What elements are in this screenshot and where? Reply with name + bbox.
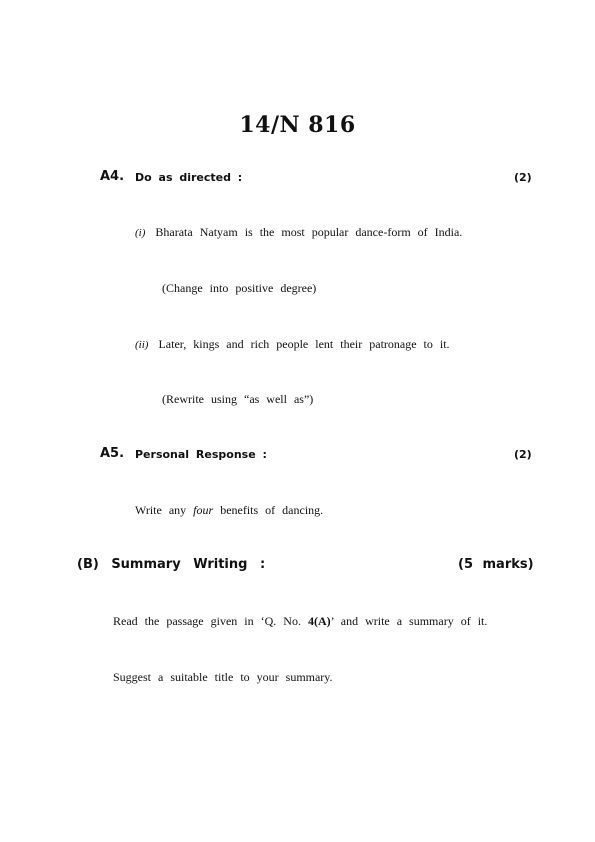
section-b-marks: (5 marks)	[458, 557, 534, 572]
a4-item-2-instruction: (Rewrite using “as well as”)	[162, 392, 314, 406]
roman-numeral-i: (i)	[135, 227, 146, 239]
page-code: 14/N 816	[239, 112, 356, 138]
a4-item-1-text: Bharata Natyam is the most popular dance-form of India.	[155, 225, 463, 239]
a4-item-2-text: Later, kings and rich people lent their patronage to it.	[158, 337, 450, 351]
section-b-heading: (B) Summary Writing :	[77, 557, 266, 572]
a5-text-end: benefits of dancing.	[213, 503, 324, 517]
a4-item-1-instruction: (Change into positive degree)	[162, 281, 317, 295]
marks-a5: (2)	[514, 448, 532, 461]
section-b-instruction-2: Suggest a suitable title to your summary.	[113, 670, 333, 684]
instruction-1-end: ’ and write a summary of it.	[330, 614, 488, 628]
question-label-a5: Personal Response :	[135, 448, 267, 461]
question-number-a5: A5.	[100, 446, 125, 461]
question-reference: 4(A)	[307, 614, 331, 628]
a4-item-1	[135, 225, 462, 240]
a5-text-start: Write any	[135, 503, 194, 517]
roman-numeral-ii: (ii)	[135, 339, 149, 351]
a5-text-emphasis: four	[193, 503, 214, 517]
question-number-a4: A4.	[100, 169, 125, 184]
a5-text	[135, 503, 323, 518]
marks-a4: (2)	[514, 171, 532, 184]
a4-item-2	[135, 337, 450, 352]
instruction-1-start: Read the passage given in ‘Q. No.	[113, 614, 308, 628]
question-label-a4: Do as directed :	[135, 171, 243, 184]
section-b-instruction-1	[113, 614, 487, 629]
